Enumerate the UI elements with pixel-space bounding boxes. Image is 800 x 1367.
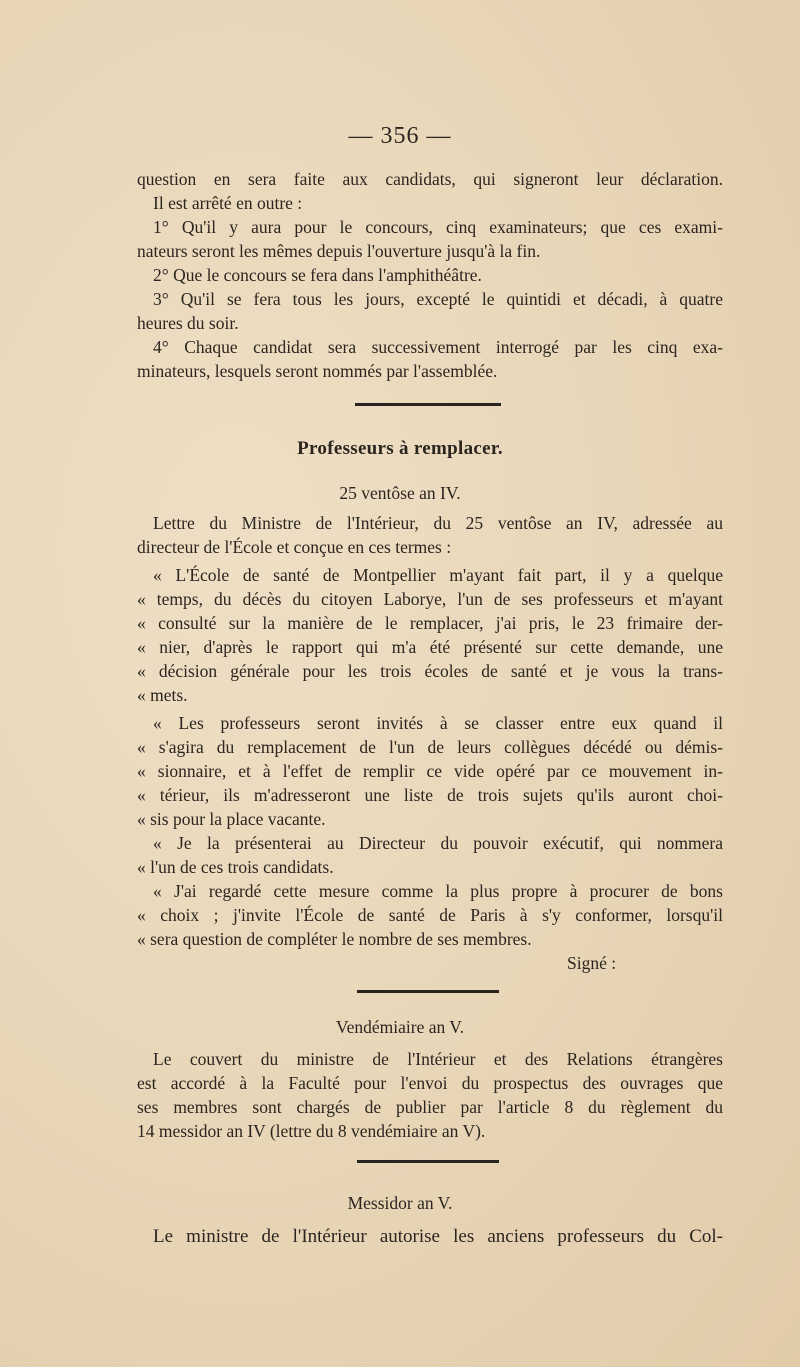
quote-line: « l'un de ces trois candidats. xyxy=(137,857,334,877)
section-date: Messidor an V. xyxy=(347,1193,453,1213)
signature-label: Signé : xyxy=(567,953,617,973)
quote-line: « temps, du décès du citoyen Laborye, l'un de ses professeurs et m'ayant xyxy=(137,589,723,609)
text-line: 1° Qu'il y aura pour le concours, cinq examinateurs; que ces exami- xyxy=(153,217,723,237)
quote-line: « choix ; j'invite l'École de santé de Paris à s'y conformer, lorsqu'il xyxy=(137,905,723,925)
text-line: ses membres sont chargés de publier par l'article 8 du règlement du xyxy=(137,1097,723,1117)
text-line: 14 messidor an IV (lettre du 8 vendémiaire an V). xyxy=(137,1121,486,1141)
quote-line: « Je la présenterai au Directeur du pouvoir exécutif, qui nommera xyxy=(153,833,723,853)
page-number: — 356 — xyxy=(348,123,452,149)
text-line: heures du soir. xyxy=(137,313,239,333)
text-line: Le couvert du ministre de l'Intérieur et des Relations étrangères xyxy=(153,1049,723,1069)
text-line: est accordé à la Faculté pour l'envoi du prospectus des ouvrages que xyxy=(137,1073,723,1093)
text-line: question en sera faite aux candidats, qui signeront leur déclaration. xyxy=(137,169,723,189)
section-date: 25 ventôse an IV. xyxy=(339,483,461,503)
quote-line: « mets. xyxy=(137,685,188,705)
section-heading: Professeurs à remplacer. xyxy=(297,438,503,459)
text-line: 4° Chaque candidat sera successivement interrogé par les cinq exa- xyxy=(153,337,723,357)
quote-line: « J'ai regardé cette mesure comme la plus propre à procurer de bons xyxy=(153,881,723,901)
text-line: Le ministre de l'Intérieur autorise les anciens professeurs du Col- xyxy=(153,1226,723,1247)
text-line: Lettre du Ministre de l'Intérieur, du 25 ventôse an IV, adressée au xyxy=(153,513,723,533)
section-divider xyxy=(357,1160,499,1163)
quote-line: « L'École de santé de Montpellier m'ayant fait part, il y a quelque xyxy=(153,565,723,585)
text-line: nateurs seront les mêmes depuis l'ouverture jusqu'à la fin. xyxy=(137,241,541,261)
quote-line: « térieur, ils m'adresseront une liste de trois sujets qu'ils auront choi- xyxy=(137,785,723,805)
quote-line: « consulté sur la manière de le remplacer, j'ai pris, le 23 frimaire der- xyxy=(137,613,723,633)
quote-line: « Les professeurs seront invités à se classer entre eux quand il xyxy=(153,713,723,733)
section-divider xyxy=(355,403,501,406)
text-line: 2° Que le concours se fera dans l'amphithéâtre. xyxy=(153,265,482,285)
section-divider xyxy=(357,990,499,993)
text-line: minateurs, lesquels seront nommés par l'assemblée. xyxy=(137,361,498,381)
quote-line: « décision générale pour les trois écoles de santé et je vous la trans- xyxy=(137,661,723,681)
text-line: 3° Qu'il se fera tous les jours, excepté le quintidi et décadi, à quatre xyxy=(153,289,723,309)
quote-line: « nier, d'après le rapport qui m'a été présenté sur cette demande, une xyxy=(137,637,723,657)
quote-line: « sionnaire, et à l'effet de remplir ce vide opéré par ce mouvement in- xyxy=(137,761,723,781)
quote-line: « sis pour la place vacante. xyxy=(137,809,326,829)
quote-line: « sera question de compléter le nombre de ses membres. xyxy=(137,929,532,949)
text-line: directeur de l'École et conçue en ces termes : xyxy=(137,537,452,557)
section-date: Vendémiaire an V. xyxy=(335,1017,465,1037)
text-line: Il est arrêté en outre : xyxy=(153,193,303,213)
quote-line: « s'agira du remplacement de l'un de leurs collègues décédé ou démis- xyxy=(137,737,723,757)
